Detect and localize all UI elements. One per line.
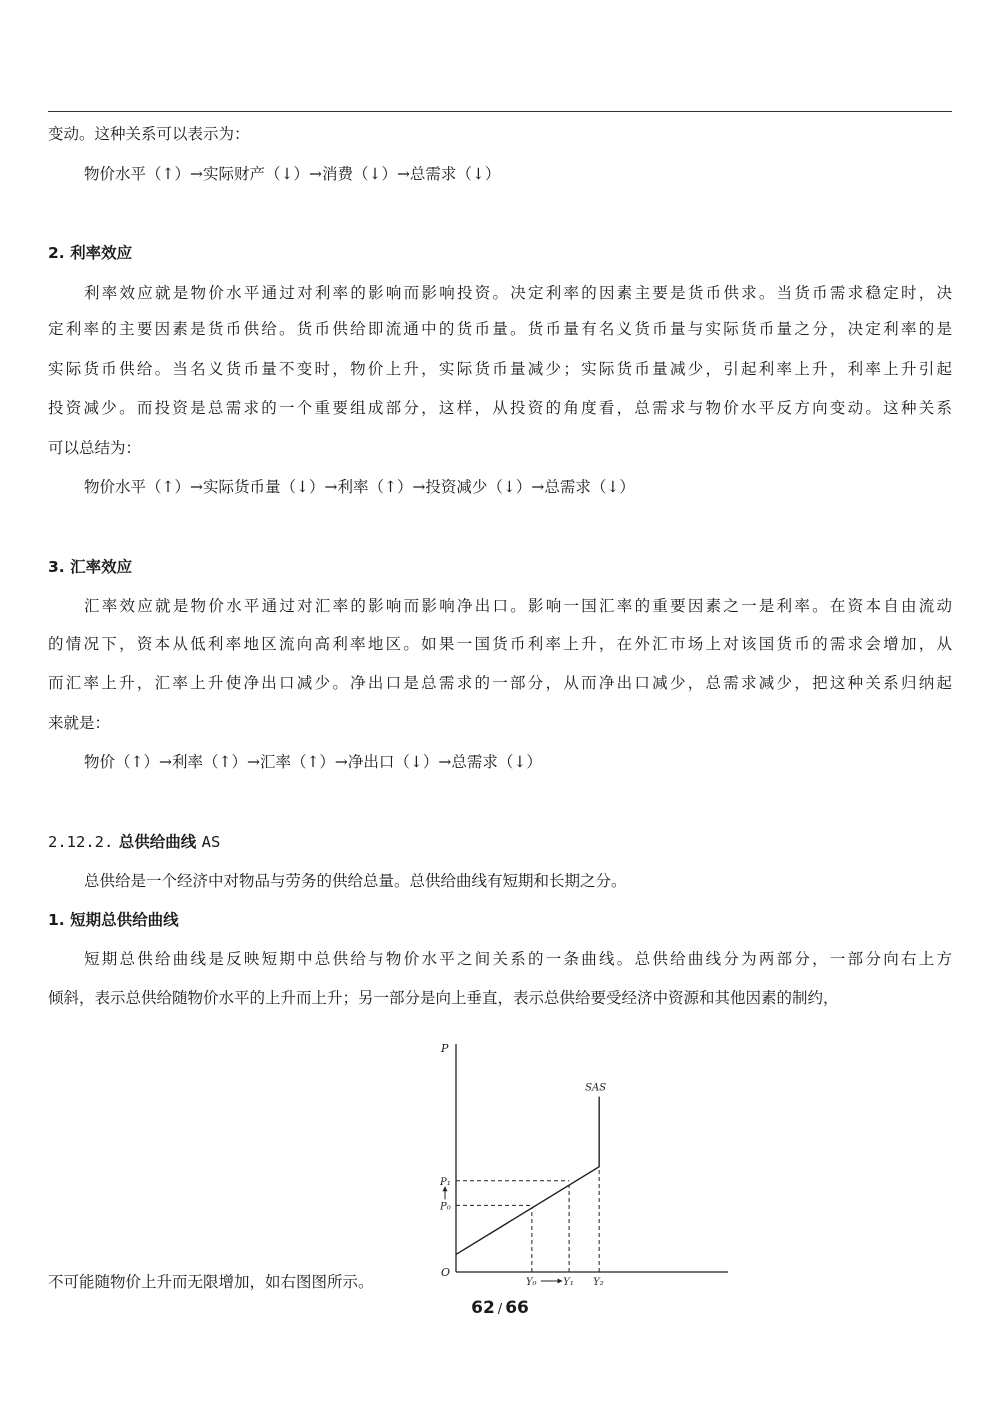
page-separator: / [497,1302,503,1317]
x-tick-label: Y₁ [563,1277,574,1288]
heading-abbrev: AS [201,833,221,851]
paragraph-line: 短期总供给曲线是反映短期中总供给与物价水平之间关系的一条曲线。总供给曲线分为两部分，一部分向右上方 [84,950,952,968]
heading-text: 短期总供给曲线 [70,911,179,929]
paragraph-line: 汇率效应就是物价水平通过对汇率的影响而影响净出口。影响一国汇率的重要因素之一是利率。在资本自由流动 [84,597,952,615]
heading-interest-rate-effect [48,243,132,263]
paragraph-line: 不可能随物价上升而无限增加，如右图图所示。 [48,1273,374,1291]
y-tick-label: P₀ [440,1201,451,1213]
origin-label: O [441,1266,451,1279]
formula-interest-rate-effect: 物价水平（↑）→实际货币量（↓）→利率（↑）→投资减少（↓）→总需求（↓） [84,478,635,496]
paragraph-line: 来就是： [48,714,111,732]
y-axis-label: P [441,1042,449,1055]
heading-short-run-as [48,910,179,930]
sas-curve [456,1097,599,1255]
paragraph-line: 的情况下，资本从低利率地区流向高利率地区。如果一国货币利率上升，在外汇市场上对该国货币的需求会增加，从 [48,635,952,653]
heading-text: 汇率效应 [70,558,133,576]
heading-number: 3. [48,558,65,576]
paragraph-line: 总供给是一个经济中对物品与劳务的供给总量。总供给曲线有短期和长期之分。 [84,872,627,890]
heading-number: 2. [48,244,65,262]
page-total: 66 [505,1298,529,1318]
paragraph-line: 利率效应就是物价水平通过对利率的影响而影响投资。决定利率的因素主要是货币供求。当货币需求稳定时，决 [84,284,952,302]
y-tick-label: P₁ [440,1176,451,1188]
x-tick-label: Y₂ [593,1277,604,1288]
heading-text: 利率效应 [70,244,133,262]
heading-exchange-rate-effect [48,557,132,577]
paragraph-line: 投资减少。而投资是总需求的一个重要组成部分，这样，从投资的角度看，总需求与物价水平反方向变动。这种关系 [48,399,952,417]
heading-aggregate-supply [48,832,220,852]
header-rule [48,111,952,112]
formula-exchange-rate-effect: 物价（↑）→利率（↑）→汇率（↑）→净出口（↓）→总需求（↓） [84,753,542,771]
page-current: 62 [471,1298,495,1318]
formula-wealth-effect: 物价水平（↑）→实际财产（↓）→消费（↓）→总需求（↓） [84,165,501,183]
heading-text: 总供给曲线 [118,833,197,851]
sas-curve-label: SAS [585,1082,607,1094]
text-line: 变动。这种关系可以表示为： [48,125,250,143]
paragraph-line: 倾斜，表示总供给随物价水平的上升而上升；另一部分是向上垂直，表示总供给要受经济中资源和其他因素的制约， [48,989,839,1007]
paragraph-line: 可以总结为： [48,439,142,457]
short-run-as-chart [430,1030,740,1290]
paragraph-line: 实际货币供给。当名义货币量不变时，物价上升，实际货币量减少；实际货币量减少，引起利率上升，利率上升引起 [48,360,952,378]
page-number [0,1298,1000,1318]
paragraph-line: 而汇率上升，汇率上升使净出口减少。净出口是总需求的一部分，从而净出口减少，总需求减少，把这种关系归纳起 [48,674,952,692]
heading-number: 1. [48,911,65,929]
heading-number: 2.12.2. [48,833,114,851]
x-tick-label: Y₀ [525,1277,537,1288]
paragraph-line: 定利率的主要因素是货币供给。货币供给即流通中的货币量。货币量有名义货币量与实际货币量之分，决定利率的是 [48,320,952,338]
